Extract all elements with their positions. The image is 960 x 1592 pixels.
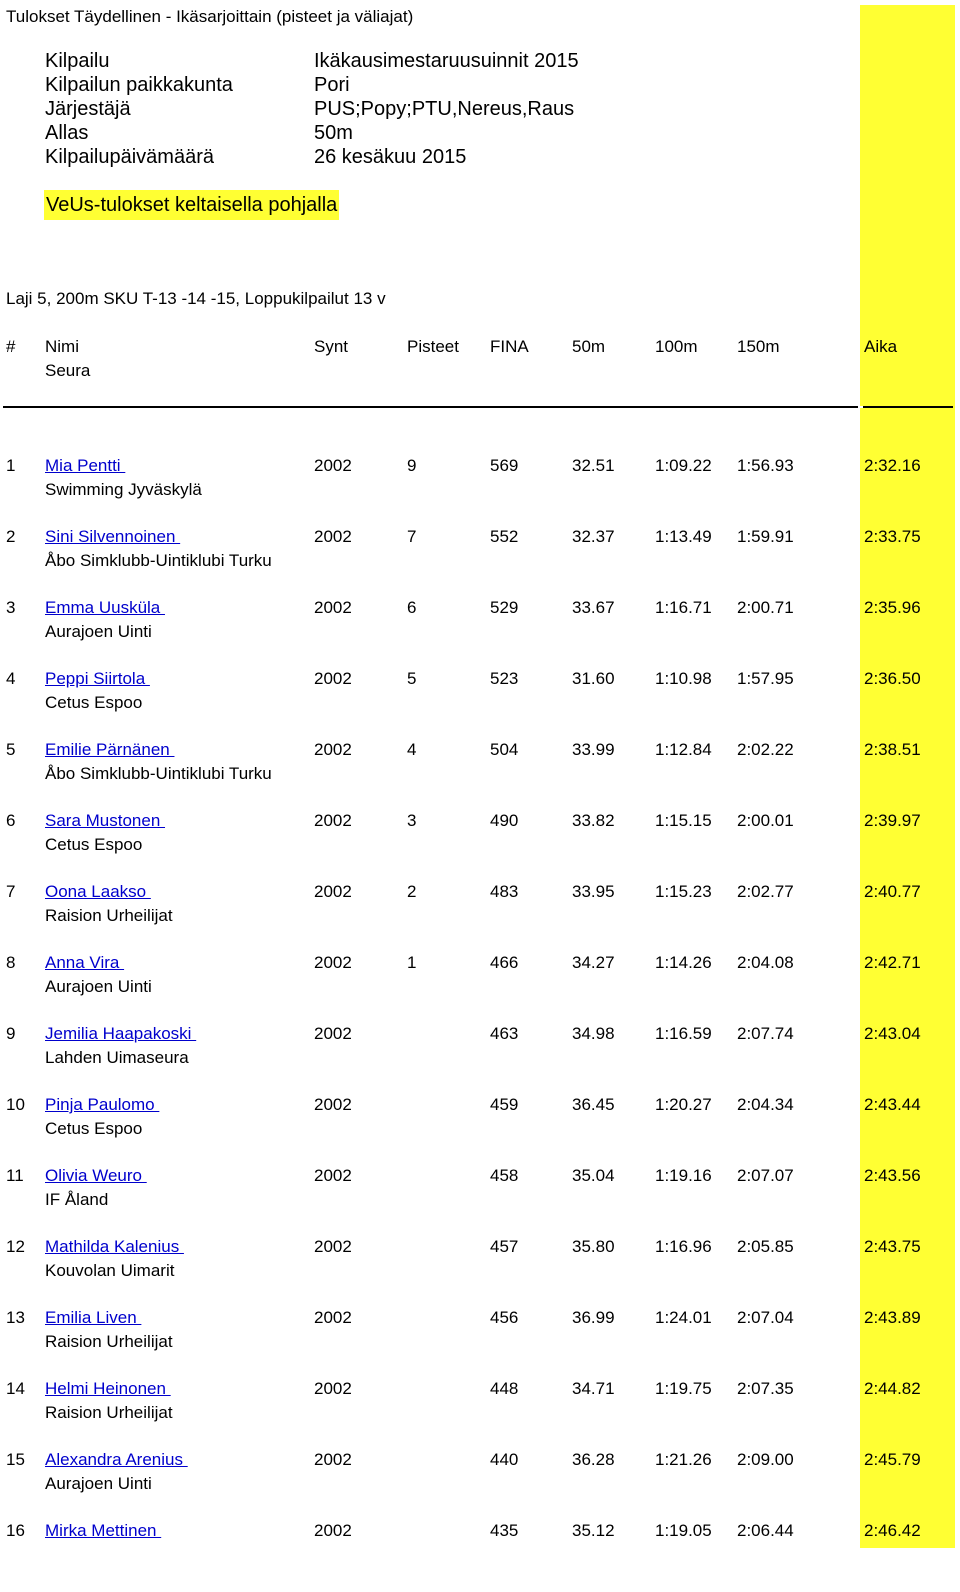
meta-key: Kilpailun paikkakunta [45, 74, 233, 96]
split-50m: 34.71 [572, 1379, 615, 1398]
fina-points: 466 [490, 953, 519, 972]
final-time: 2:40.77 [864, 882, 921, 901]
club-name: IF Åland [45, 1190, 109, 1209]
split-50m: 33.82 [572, 811, 615, 830]
split-50m: 32.51 [572, 456, 615, 475]
club-name: Raision Urheilijat [45, 906, 173, 925]
split-150m: 2:04.34 [737, 1095, 794, 1114]
split-100m: 1:15.23 [655, 882, 712, 901]
final-time: 2:43.89 [864, 1308, 921, 1327]
split-50m: 36.28 [572, 1450, 615, 1469]
header-points: Pisteet [407, 337, 459, 356]
birth-year: 2002 [314, 1379, 352, 1398]
birth-year: 2002 [314, 1166, 352, 1185]
fina-points: 529 [490, 598, 519, 617]
result-row [0, 1308, 960, 1379]
event-title: Laji 5, 200m SKU T-13 -14 -15, Loppukilpailut 13 v [6, 289, 386, 308]
fina-points: 456 [490, 1308, 519, 1327]
swimmer-link[interactable] [45, 1024, 196, 1044]
rank: 16 [6, 1521, 25, 1540]
split-50m: 33.95 [572, 882, 615, 901]
points: 1 [407, 953, 417, 972]
split-100m: 1:15.15 [655, 811, 712, 830]
fina-points: 457 [490, 1237, 519, 1256]
header-divider [3, 406, 953, 408]
swimmer-name-link[interactable]: Emilia Liven [45, 1308, 142, 1327]
birth-year: 2002 [314, 1024, 352, 1043]
swimmer-link[interactable] [45, 1237, 184, 1257]
result-row [0, 1024, 960, 1095]
rank: 2 [6, 527, 16, 546]
result-row [0, 1450, 960, 1521]
fina-points: 552 [490, 527, 519, 546]
split-50m: 34.98 [572, 1024, 615, 1043]
split-150m: 2:07.07 [737, 1166, 794, 1185]
final-time: 2:33.75 [864, 527, 921, 546]
rank: 12 [6, 1237, 25, 1256]
birth-year: 2002 [314, 527, 352, 546]
split-150m: 1:59.91 [737, 527, 794, 546]
swimmer-name-link[interactable]: Mathilda Kalenius [45, 1237, 184, 1256]
header-born: Synt [314, 337, 349, 356]
swimmer-link[interactable] [45, 527, 180, 547]
meta-value: PUS;Popy;PTU,Nereus,Raus [314, 98, 575, 120]
results-list [0, 456, 960, 1592]
rank: 13 [6, 1308, 25, 1327]
final-time: 2:43.44 [864, 1095, 921, 1114]
split-100m: 1:16.59 [655, 1024, 712, 1043]
swimmer-link[interactable] [45, 1521, 161, 1541]
birth-year: 2002 [314, 1450, 352, 1469]
meta-key: Kilpailupäivämäärä [45, 146, 214, 168]
final-time: 2:43.04 [864, 1024, 921, 1043]
header-time: Aika [864, 337, 898, 356]
swimmer-link[interactable] [45, 1450, 188, 1470]
points: 6 [407, 598, 417, 617]
swimmer-name-link[interactable]: Olivia Weuro [45, 1166, 147, 1185]
club-name: Cetus Espoo [45, 835, 143, 854]
rank: 10 [6, 1095, 25, 1114]
rank: 11 [6, 1166, 24, 1185]
meta-value: 26 kesäkuu 2015 [314, 146, 467, 168]
split-50m: 36.45 [572, 1095, 615, 1114]
header-rank: # [6, 337, 16, 356]
fina-points: 435 [490, 1521, 519, 1540]
split-100m: 1:24.01 [655, 1308, 712, 1327]
split-150m: 2:07.04 [737, 1308, 794, 1327]
split-100m: 1:21.26 [655, 1450, 712, 1469]
final-time: 2:38.51 [864, 740, 921, 759]
fina-points: 463 [490, 1024, 519, 1043]
split-150m: 2:07.74 [737, 1024, 794, 1043]
birth-year: 2002 [314, 1237, 352, 1256]
fina-points: 523 [490, 669, 519, 688]
swimmer-link[interactable] [45, 1308, 141, 1328]
birth-year: 2002 [314, 1095, 352, 1114]
split-50m: 33.67 [572, 598, 615, 617]
split-50m: 32.37 [572, 527, 615, 546]
swimmer-link[interactable] [45, 456, 125, 476]
final-time: 2:46.42 [864, 1521, 921, 1540]
split-150m: 2:04.08 [737, 953, 794, 972]
split-100m: 1:19.05 [655, 1521, 712, 1540]
club-name: Raision Urheilijat [45, 1332, 173, 1351]
rank: 8 [6, 953, 16, 972]
result-row [0, 953, 960, 1024]
birth-year: 2002 [314, 953, 352, 972]
swimmer-link[interactable] [45, 1095, 159, 1115]
swimmer-name-link[interactable]: Sara Mustonen [45, 811, 166, 830]
club-name: Raision Urheilijat [45, 1403, 173, 1422]
meta-value: 50m [314, 122, 353, 144]
swimmer-link[interactable] [45, 811, 165, 831]
result-row [0, 527, 960, 598]
final-time: 2:36.50 [864, 669, 921, 688]
club-name: Swimming Jyväskylä [45, 480, 202, 499]
swimmer-name-link[interactable]: Peppi Siirtola [45, 669, 150, 688]
result-row [0, 740, 960, 811]
points: 3 [407, 811, 417, 830]
split-100m: 1:19.16 [655, 1166, 712, 1185]
split-100m: 1:14.26 [655, 953, 712, 972]
club-name: Åbo Simklubb-Uintiklubi Turku [45, 551, 272, 570]
rank: 4 [6, 669, 16, 688]
fina-points: 483 [490, 882, 519, 901]
club-name: Cetus Espoo [45, 693, 143, 712]
result-row [0, 882, 960, 953]
meta-key: Järjestäjä [45, 98, 131, 120]
header-name: Nimi [45, 337, 79, 356]
birth-year: 2002 [314, 598, 352, 617]
points: 4 [407, 740, 417, 759]
swimmer-link[interactable] [45, 1166, 147, 1186]
split-150m: 2:02.77 [737, 882, 794, 901]
final-time: 2:43.75 [864, 1237, 921, 1256]
header-split-150: 150m [737, 337, 780, 356]
swimmer-name-link[interactable]: Mirka Mettinen [45, 1521, 162, 1540]
meta-key: Allas [45, 122, 89, 144]
fina-points: 440 [490, 1450, 519, 1469]
swimmer-name-link[interactable]: Anna Vira [45, 953, 125, 972]
club-name: Kouvolan Uimarit [45, 1261, 175, 1280]
fina-points: 448 [490, 1379, 519, 1398]
meta-key: Kilpailu [45, 50, 110, 72]
split-150m: 2:02.22 [737, 740, 794, 759]
points: 2 [407, 882, 417, 901]
final-time: 2:39.97 [864, 811, 921, 830]
final-time: 2:43.56 [864, 1166, 921, 1185]
final-time: 2:35.96 [864, 598, 921, 617]
split-50m: 34.27 [572, 953, 615, 972]
club-name: Aurajoen Uinti [45, 1474, 152, 1493]
swimmer-name-link[interactable]: Sini Silvennoinen [45, 527, 181, 546]
result-row [0, 811, 960, 882]
header-fina: FINA [490, 337, 529, 356]
result-row [0, 456, 960, 527]
split-100m: 1:19.75 [655, 1379, 712, 1398]
header-split-50: 50m [572, 337, 606, 356]
swimmer-link[interactable] [45, 669, 150, 689]
meta-value: Ikäkausimestaruusuinnit 2015 [314, 50, 579, 72]
split-150m: 2:09.00 [737, 1450, 794, 1469]
swimmer-name-link[interactable]: Mia Pentti [45, 456, 126, 475]
fina-points: 504 [490, 740, 519, 759]
split-50m: 35.04 [572, 1166, 615, 1185]
meta-value: Pori [314, 74, 350, 96]
swimmer-name-link[interactable]: Jemilia Haapakoski [45, 1024, 197, 1043]
split-100m: 1:09.22 [655, 456, 712, 475]
fina-points: 459 [490, 1095, 519, 1114]
birth-year: 2002 [314, 1308, 352, 1327]
final-time: 2:44.82 [864, 1379, 921, 1398]
points: 5 [407, 669, 417, 688]
final-time: 2:32.16 [864, 456, 921, 475]
split-150m: 2:07.35 [737, 1379, 794, 1398]
result-row [0, 1166, 960, 1237]
birth-year: 2002 [314, 740, 352, 759]
birth-year: 2002 [314, 811, 352, 830]
swimmer-link[interactable] [45, 882, 151, 902]
split-150m: 2:00.71 [737, 598, 794, 617]
club-name: Cetus Espoo [45, 1119, 143, 1138]
split-150m: 2:06.44 [737, 1521, 794, 1540]
swimmer-name-link[interactable]: Emilie Pärnänen [45, 740, 175, 759]
club-name: Åbo Simklubb-Uintiklubi Turku [45, 764, 272, 783]
split-150m: 1:56.93 [737, 456, 794, 475]
split-100m: 1:13.49 [655, 527, 712, 546]
club-name: Aurajoen Uinti [45, 622, 152, 641]
final-time: 2:45.79 [864, 1450, 921, 1469]
fina-points: 458 [490, 1166, 519, 1185]
swimmer-name-link[interactable]: Alexandra Arenius [45, 1450, 188, 1469]
swimmer-name-link[interactable]: Helmi Heinonen [45, 1379, 171, 1398]
document-title: Tulokset Täydellinen - Ikäsarjoittain (pisteet ja väliajat) [6, 7, 414, 26]
rank: 14 [6, 1379, 25, 1398]
rank: 5 [6, 740, 16, 759]
header-split-100: 100m [655, 337, 698, 356]
split-150m: 2:05.85 [737, 1237, 794, 1256]
split-100m: 1:10.98 [655, 669, 712, 688]
veus-highlight-note: VeUs-tulokset keltaisella pohjalla [44, 190, 339, 220]
fina-points: 490 [490, 811, 519, 830]
birth-year: 2002 [314, 669, 352, 688]
points: 7 [407, 527, 417, 546]
swimmer-name-link[interactable]: Oona Laakso [45, 882, 151, 901]
result-row [0, 1095, 960, 1166]
points: 9 [407, 456, 417, 475]
swimmer-link[interactable] [45, 953, 124, 973]
split-50m: 33.99 [572, 740, 615, 759]
rank: 7 [6, 882, 16, 901]
final-time: 2:42.71 [864, 953, 921, 972]
split-50m: 36.99 [572, 1308, 615, 1327]
rank: 1 [6, 456, 16, 475]
header-club: Seura [45, 361, 91, 380]
fina-points: 569 [490, 456, 519, 475]
result-row [0, 669, 960, 740]
split-50m: 35.12 [572, 1521, 615, 1540]
rank: 15 [6, 1450, 25, 1469]
split-50m: 31.60 [572, 669, 615, 688]
split-100m: 1:12.84 [655, 740, 712, 759]
rank: 3 [6, 598, 16, 617]
result-row [0, 1521, 960, 1592]
club-name: Lahden Uimaseura [45, 1048, 189, 1067]
rank: 9 [6, 1024, 16, 1043]
result-row [0, 1379, 960, 1450]
result-row [0, 598, 960, 669]
rank: 6 [6, 811, 16, 830]
split-150m: 2:00.01 [737, 811, 794, 830]
swimmer-link[interactable] [45, 740, 174, 760]
split-150m: 1:57.95 [737, 669, 794, 688]
split-100m: 1:16.96 [655, 1237, 712, 1256]
birth-year: 2002 [314, 1521, 352, 1540]
split-100m: 1:16.71 [655, 598, 712, 617]
birth-year: 2002 [314, 882, 352, 901]
swimmer-name-link[interactable]: Pinja Paulomo [45, 1095, 160, 1114]
club-name: Aurajoen Uinti [45, 977, 152, 996]
swimmer-name-link[interactable]: Emma Uusküla [45, 598, 165, 617]
result-row [0, 1237, 960, 1308]
split-50m: 35.80 [572, 1237, 615, 1256]
swimmer-link[interactable] [45, 598, 165, 618]
split-100m: 1:20.27 [655, 1095, 712, 1114]
birth-year: 2002 [314, 456, 352, 475]
swimmer-link[interactable] [45, 1379, 171, 1399]
